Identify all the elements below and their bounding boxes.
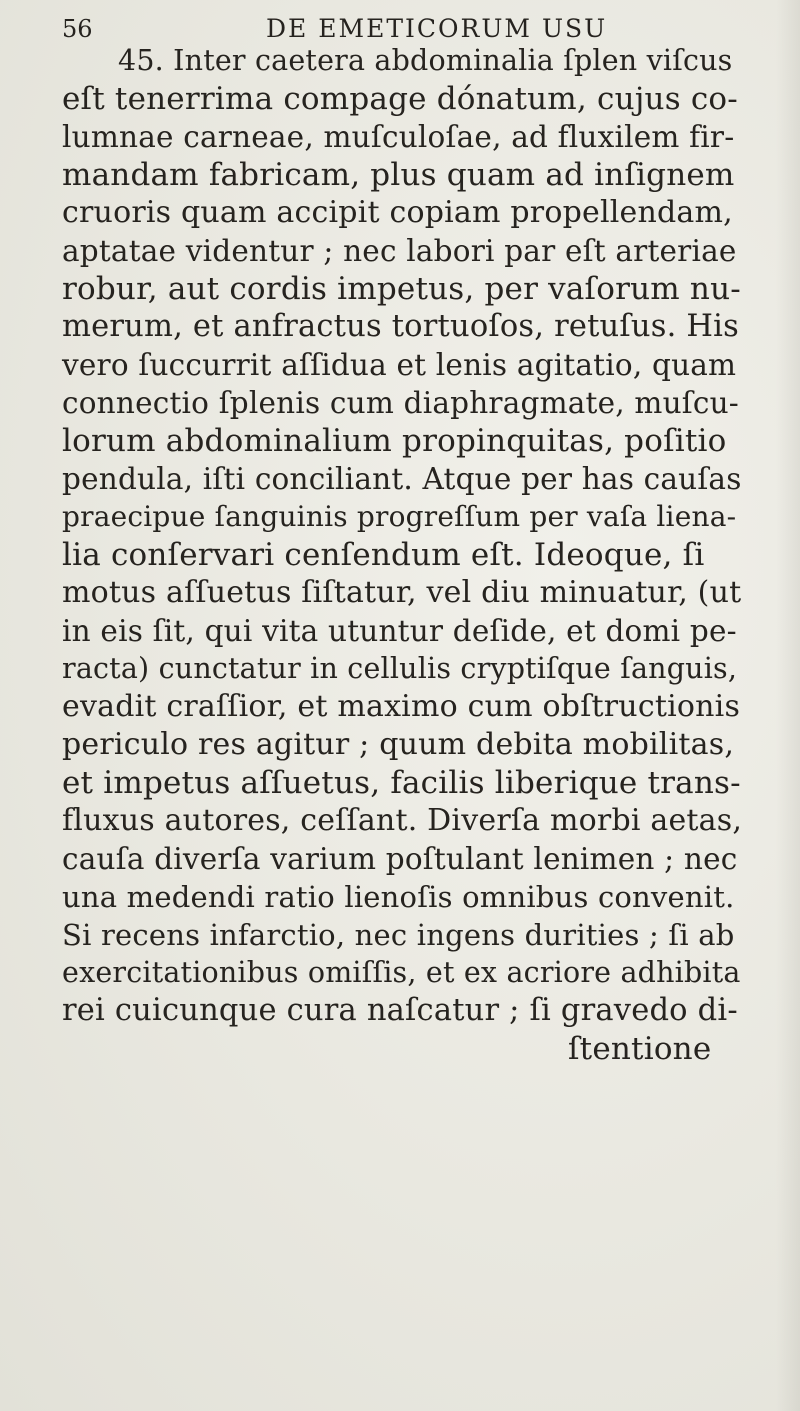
text-line: eſt tenerrima compage dónatum, cujus co- — [62, 81, 738, 117]
text-line: merum, et anfractus tortuoſos, retuſus. His — [62, 309, 739, 344]
text-line: mandam fabricam, plus quam ad inſignem — [62, 157, 735, 193]
running-head: DE EMETICORUM USU — [266, 14, 608, 43]
text-line: racta) cunctatur in cellulis cryptiſque ſanguis, — [62, 652, 738, 685]
text-line: lumnae carneae, muſculoſae, ad fluxilem fir- — [62, 120, 735, 154]
text-line: robur, aut cordis impetus, per vaſorum nu- — [62, 271, 741, 307]
text-line: praecipue ſanguinis progreſſum per vaſa liena- — [62, 500, 737, 533]
page-number: 56 — [62, 15, 93, 43]
text-line: lia conſervari cenſendum eſt. Ideoque, ſi — [62, 537, 705, 573]
text-line: connectio ſplenis cum diaphragmate, muſcu- — [62, 386, 739, 420]
text-line: Si recens infarctio, nec ingens durities ; ſi ab — [62, 918, 735, 952]
text-line: motus aſſuetus ſiſtatur, vel diu minuatur, (ut — [62, 575, 742, 610]
text-line: cruoris quam accipit copiam propellendam, — [62, 195, 733, 230]
text-line: et impetus aſſuetus, facilis liberique trans- — [62, 765, 741, 801]
text-line: 45. Inter caetera abdominalia ſplen viſcus — [118, 44, 733, 77]
text-line: evadit craſſior, et maximo cum obſtructionis — [62, 689, 741, 724]
text-line: periculo res agitur ; quum debita mobilitas, — [62, 727, 735, 762]
text-line: in eis ſit, qui vita utuntur deſide, et domi pe- — [62, 614, 737, 648]
catchword: ſtentione — [568, 1031, 712, 1067]
text-line: cauſa diverſa varium poſtulant lenimen ; nec — [62, 842, 738, 876]
text-line: exercitationibus omiſſis, et ex acriore adhibita — [62, 956, 741, 989]
text-line: una medendi ratio lienoſis omnibus convenit. — [62, 880, 735, 914]
text-line: aptatae videntur ; nec labori par eſt arteriae — [62, 234, 737, 268]
page-edge-shadow — [776, 0, 800, 1411]
text-line: vero ſuccurrit aſſidua et lenis agitatio, quam — [62, 348, 737, 382]
text-line: pendula, iſti conciliant. Atque per has cauſas — [62, 462, 742, 496]
text-line: rei cuicunque cura naſcatur ; ſi gravedo di- — [62, 993, 738, 1028]
text-line: lorum abdominalium propinquitas, poſitio — [62, 423, 727, 459]
text-line: fluxus autores, ceſſant. Diverſa morbi aetas, — [62, 803, 743, 838]
